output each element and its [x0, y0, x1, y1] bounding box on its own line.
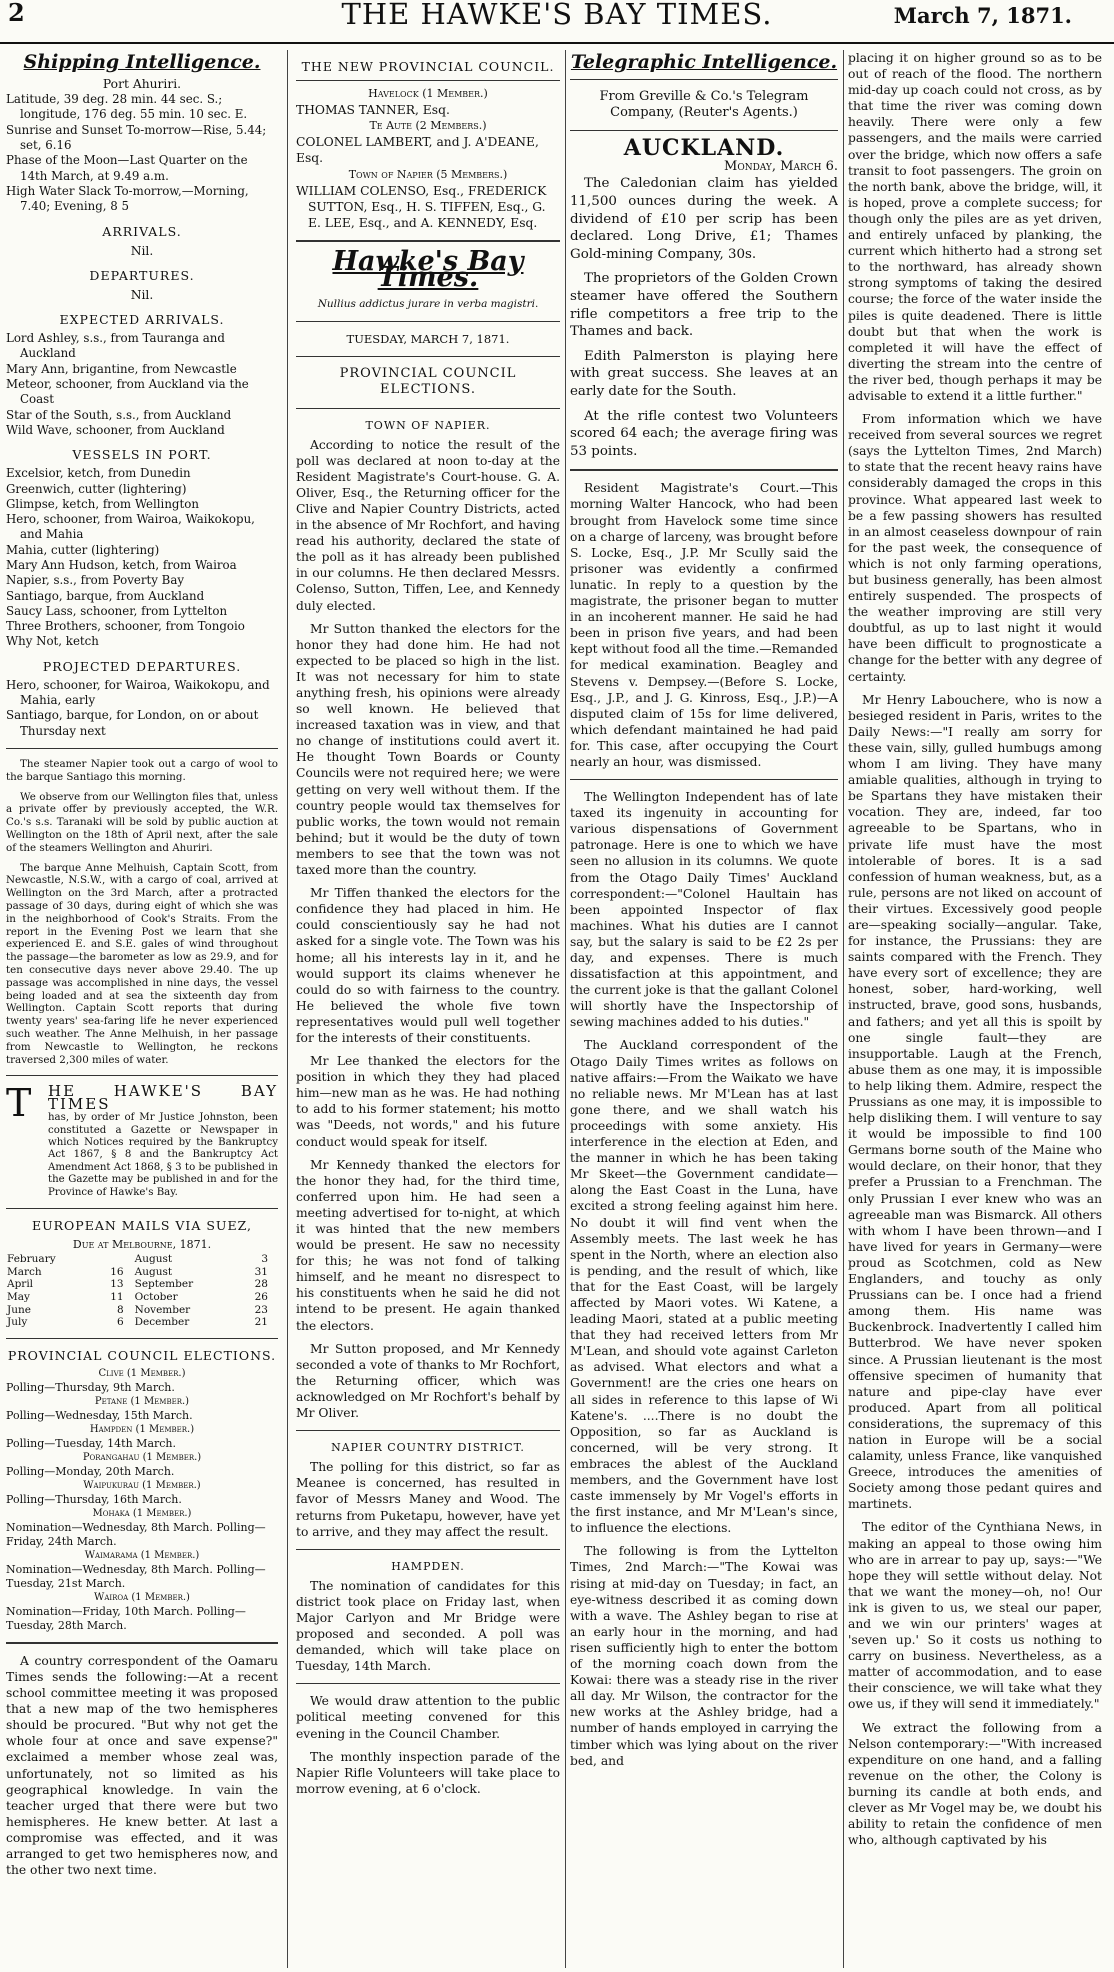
divider [570, 779, 838, 780]
month: September [134, 1278, 194, 1291]
article-cynthiana: The editor of the Cynthiana News, in making an appeal to those owing him who are in arrear to pay up, says:—"We hope they will settle without delay. Not that we want the money—oh, no! Our ink is given to us, we steal our paper, and we win our printers' wages at 'seven up.' So it costs us nothing to carry on business. Nevertheless, as a matter of accommodation, and to ease their conscience, we will take what they owe us, if they will send it immediately." [848, 1520, 1102, 1712]
day: 6 [116, 1316, 124, 1329]
projected-list [6, 678, 278, 739]
divider [296, 1430, 560, 1431]
list-item: Mary Ann Hudson, ketch, from Wairoa [6, 557, 237, 572]
month: November [134, 1303, 191, 1316]
list-item: Hero, schooner, from Wairoa, Waikokopu, and Mahia [6, 512, 255, 542]
day: 26 [254, 1291, 268, 1303]
paragraph: Mr Sutton thanked the electors for the honor they had done him. He had not expected to be placed so high in the list. It was not necessary for him to state anything fresh, his opinions were already so well known. He believed that increased taxation was in view, and that no change of institutions could avert it. He thought Town Boards or County Councils were not required here; we were getting on very well without them. If the country people would tax themselves for public works, the town would not remain behind; but it would be the duty of town members to see that the town was not taxed more than the country. [296, 621, 560, 878]
elections-heading: PROVINCIAL COUNCIL ELECTIONS. [7, 1347, 277, 1363]
page-header [0, 0, 1114, 40]
column-1 [6, 50, 278, 1885]
divider [570, 130, 838, 131]
list-item: Hero, schooner, for Wairoa, Waikokopu, and Mahia, early [6, 677, 270, 708]
paragraph: We would draw attention to the public political meeting convened for this evening in the Council Chamber. [296, 1694, 560, 1741]
shipping-heading: Shipping Intelligence. [23, 51, 261, 73]
district: Wairoa (1 Member.) [94, 1591, 190, 1603]
list-item: Meteor, schooner, from Auckland via the Coast [6, 376, 249, 407]
list-item: Santiago, barque, for London, on or about Thursday next [6, 708, 259, 738]
table-row [6, 1316, 278, 1329]
member-names: WILLIAM COLENSO, Esq., FREDERICK SUTTON, Esq., H. S. TIFFEN, Esq., G. E. LEE, Esq., and A. KENNEDY, Esq. [296, 183, 547, 230]
article-lyttelton: The following is from the Lyttelton Times, 2nd March:—"The Kowai was rising at mid-day on Tuesday; in fact, an eye-witness described it as coming down with a wave. The Ashley began to rise at an early hour in the morning, and had risen sufficiently high to enter the bottom of the morning coach down from the Kowai: there was a steady rise in the river all day. Mr Wilson, the contractor for the new works at the Ashley bridge, had a number of hands employed in carrying the timber which was lying about on the river bed, and [570, 1544, 838, 1768]
article-independent: The Wellington Independent has of late taxed its ingenuity in accounting for various dispensations of Government patronage. Here is one to which we have seen no allusion in its columns. We quote from the Otago Daily Times' Auckland correspondent:—"Colonel Haultain has been appointed Inspector of flax machines. What his duties are I cannot say, but the salary is said to be £2 2s per day, and expenses. There is much dissatisfaction at this appointment, and the current joke is that the gallant Colonel will shortly have the Inspectorship of sewing machines added to his duties." [570, 790, 838, 1030]
month: March [7, 1265, 42, 1278]
month: February [7, 1253, 56, 1266]
divider [6, 1075, 278, 1076]
arrivals-heading: ARRIVALS. [102, 223, 182, 239]
divider [570, 469, 838, 471]
article-napier: The steamer Napier took out a cargo of wool to the barque Santiago this morning. [6, 758, 278, 783]
in-port-list [6, 466, 278, 650]
list-item: Mahia, cutter (lightering) [6, 542, 160, 557]
paragraph: The monthly inspection parade of the Napier Rifle Volunteers will take place to morrow evening, at 6 o'clock. [296, 1749, 560, 1796]
table-row [6, 1304, 278, 1317]
table-row [6, 1291, 278, 1304]
list-item: Wild Wave, schooner, from Auckland [6, 422, 225, 437]
expected-list [6, 331, 278, 438]
article-oamaru: A country correspondent of the Oamaru Times sends the following:—At a recent school committee meeting it was proposed that a new map of the two hemispheres should be procured. "But why not get the whole four at once and save expense?" exclaimed a member whose zeal was, unfortunately, not so limited as his geographical knowledge. In vain the teacher urged that there were but two hemispheres. He knew better. At last a compromise was effected, and it was arranged to get two hemispheres now, and the other two next time. [6, 1653, 278, 1878]
polling-detail: Nomination—Wednesday, 8th March. Polling—Friday, 24th March. [6, 1520, 266, 1548]
district: Waipukurau (1 Member.) [83, 1479, 201, 1491]
notice-title: HE HAWKE'S BAY TIMES [48, 1082, 278, 1113]
polling-detail: Polling—Wednesday, 15th March. [6, 1408, 193, 1422]
month: May [7, 1291, 30, 1303]
hampden-heading: HAMPDEN. [391, 1559, 465, 1573]
article-otago: The Auckland correspondent of the Otago Daily Times writes as follows on native affairs:—From the Waikato we have no reliable news. Mr M'Lean has at last gone there, and we shall watch his proceedings with some anxiety. His interference in the election at Eden, and the manner in which he has been taking Mr Skeet—the Government candidate—along the East Coast in the Luna, have excited a strong feeling against him here. No doubt it will find vent when the Assembly meets. The last week he has spent in the North, where an election also is pending, and the result of which, like that for the East Coast, will be largely affected by Maori votes. Wi Katene, a leading Maori, stated at a public meeting that they had received letters from Mr M'Lean, and should vote against Carleton as advised. What electors and what a Government! are the cries one hears on all sides in reference to this lapse of Wi Katene's. ....There is no doubt the Opposition, so far as Auckland is concerned, will be very strong. It embraces the ablest of the Auckland members, and the Government have lost caste immensely by Mr Vogel's efforts in the first instance, and Mr M'Lean's since, to influence the elections. [570, 1038, 838, 1536]
mails-table [6, 1253, 278, 1329]
divider [6, 748, 278, 749]
table-row [6, 1266, 278, 1279]
list-item: Santiago, barque, from Auckland [6, 588, 205, 603]
article-wellington: We observe from our Wellington files that, unless a private offer by previously accepted, the W.R. Co.'s s.s. Taranaki will be sold by public auction at Wellington on the 18th of April next, after the sale of the steamers Wellington and Ahuriri. [6, 790, 278, 854]
telegram: The Caledonian claim has yielded 11,500 ounces during the week. A dividend of £10 per scrip has been declared. Long Drive, £1; Thames Gold-mining Company, 30s. [570, 176, 838, 262]
month: August [134, 1253, 173, 1266]
day: 21 [254, 1316, 268, 1329]
page-number: 2 [8, 0, 25, 27]
list-item: Saucy Lass, schooner, from Lyttelton [6, 603, 228, 618]
article-court: Resident Magistrate's Court.—This morning Walter Hancock, who had been brought from Havelock some time since on a charge of larceny, was brought before S. Locke, Esq., J.P. Mr Scully said the prisoner was evidently a confirmed lunatic. In reply to a question by the magistrate, the prisoner began to mutter in an incoherent manner. He said he had been in prison five years, and had been kept without food all the time.—Remanded for medical examination. Beagley and Stevens v. Dempsey.—(Before S. Locke, Esq., J.P., and J. G. Kinross, Esq., J.P.)—A disputed claim of 15s for lime delivered, which defendant maintained he had paid for. This case, after occupying the Court nearly an hour, was dismissed. [570, 481, 838, 769]
paragraph: According to notice the result of the poll was declared at noon to-day at the Resident Magistrate's Court-house. G. A. Oliver, Esq., the Returning officer for the Clive and Napier Country Districts, acted in the absence of Mr Rochfort, and having read his authority, declared the state of the poll as it has already been published in our columns. He then declared Messrs. Colenso, Sutton, Tiffen, Lee, and Kennedy duly elected. [296, 437, 560, 613]
list-item: Greenwich, cutter (lightering) [6, 481, 187, 496]
day: 28 [254, 1278, 268, 1291]
telegram-source: From Greville & Co.'s Telegram Company, (Reuter's Agents.) [599, 89, 809, 121]
district: Waimarama (1 Member.) [84, 1549, 200, 1561]
month: April [7, 1278, 34, 1291]
port-info-line: High Water Slack To-morrow,—Morning, 7.40; Evening, 8 5 [6, 183, 249, 214]
article-continued: placing it on higher ground so as to be out of reach of the flood. The northern mid-day up coach could not cross, as by that time the river was coming down heavily. There were only a few passengers, and the mails were carried over the bridge, which now offers a safe transit to foot passengers. The groin on the north bank, above the bridge, will, it is hoped, prove a complete success; for though only the piles are as yet driven, and entirely unfaced by planking, the current which hitherto had a strong set to the northward, has already shown strong symptoms of taking the desired course; the force of the water inside the piles is quite deadened. There is little doubt but that when the work is completed it will have the effect of diverting the stream into the centre of the river bed, though perhaps it may be advisable to extend it a little further." [848, 51, 1102, 403]
list-item: Mary Ann, brigantine, from Newcastle [6, 361, 237, 376]
departures-heading: DEPARTURES. [89, 267, 195, 283]
drop-cap: T [6, 1081, 32, 1126]
article-nelson: We extract the following from a Nelson contemporary:—"With increased expenditure on one hand, and a falling revenue on the other, the Colony is burning its candle at both ends, and clever as Mr Vogel may be, we doubt his ability to retain the confidence of men who, although captivated by his [848, 1720, 1102, 1848]
telegram: At the rifle contest two Volunteers scored 64 each; the average firing was 53 points. [570, 408, 838, 459]
table-row [6, 1253, 278, 1266]
port-info-line: Sunrise and Sunset To-morrow—Rise, 5.44; set, 6.16 [6, 122, 267, 153]
seat: Havelock (1 Member.) [368, 87, 488, 101]
country-heading: NAPIER COUNTRY DISTRICT. [331, 1441, 525, 1455]
list-item: Three Brothers, schooner, from Tongoio [6, 619, 245, 634]
list-item: Why Not, ketch [6, 634, 99, 649]
article-labouchere: Mr Henry Labouchere, who is now a besieged resident in Paris, writes to the Daily News:—"I really am sorry for these vain, silly, gulled humbugs among whom I am living. They have many amiable qualities, although in trying to be Spartans they have mistaken their vocation. They are, indeed, far too agreeable to be Spartans, who in private life must have the most intolerable of bores. It is a sad confession of human weakness, but, as a rule, persons are not liked on account of their virtues. Excessively good people are—speaking socially—angular. Take, for instance, the Prussians: they are saints compared with the French. They have every sort of excellence; they are honest, sober, hard-working, well instructed, brave, good sons, husbands, and fathers; and yet all this is spoilt by one single fault—they are insupportable. Laugh at the French, abuse them as one may, it is impossible to help liking them. Admire, respect the Prussians as one may, it is impossible to help disliking them. I will venture to say it would be impossible to find 100 Germans borne south of the Maine who would declare, on their honor, that they prefer a Prussian to a Frenchman. The only Prussian I ever knew who was an agreeable man was Bismarck. All others with whom I have been thrown—and I have lived for years in Germany—were proud as Scotchmen, cold as New Englanders, and touchy as only Prussians can be. I once had a friend among them. His name was Buckenbrock. Inadvertently I called him Butterbrod. We have never spoken since. A Prussian lieutenant is the most offensive specimen of humanity that nature and pipe-clay have ever produced. Apart from all political considerations, the supremacy of this nation in Europe will be a social calamity, unless France, like vanquished Greece, introduces the amenities of Society among those pedant quires and martinets. [848, 692, 1102, 1512]
expected-heading: EXPECTED ARRIVALS. [59, 311, 225, 327]
polling-detail: Nomination—Wednesday, 8th March. Polling—Tuesday, 21st March. [6, 1562, 266, 1590]
polling-detail: Polling—Monday, 20th March. [6, 1464, 175, 1478]
column-divider [287, 50, 288, 1968]
day: 16 [110, 1265, 124, 1278]
newspaper-title: THE HAWKE'S BAY TIMES. [341, 0, 773, 31]
column-divider [565, 50, 566, 1968]
polling-detail: Polling—Thursday, 9th March. [6, 1380, 175, 1394]
telegraphic-heading: Telegraphic Intelligence. [570, 51, 838, 73]
motto: Nullius addictus jurare in verba magistri. [317, 298, 539, 311]
day: 23 [254, 1303, 268, 1316]
column-3 [570, 50, 838, 1776]
paragraph: The nomination of candidates for this district took place on Friday last, when Major Carlyon and Mr Bridge were proposed and seconded. A poll was demanded, which will take place on Tuesday, 14th March. [296, 1578, 560, 1674]
divider [296, 1683, 560, 1684]
header-rule [0, 42, 1114, 44]
telegram: Edith Palmerston is playing here with great success. She leaves at an early date for the South. [570, 348, 838, 399]
port-name: Port Ahuriri. [102, 77, 182, 92]
port-info-line: Phase of the Moon—Last Quarter on the 14th March, at 9.49 a.m. [6, 153, 248, 183]
paragraph: Mr Kennedy thanked the electors for the honor they had, for the third time, conferred upon him. He had seen a meeting advertised for to-night, at which it was hinted that the new members would be present. He saw no necessity for this; he was not fond of talking himself, and he meant no disrespect to his constituents when he said he did not intend to be present. He again thanked the electors. [296, 1157, 560, 1333]
table-row [6, 1278, 278, 1291]
divider [6, 1208, 278, 1209]
mails-subheading: Due at Melbourne, 1871. [72, 1238, 212, 1252]
day: 31 [254, 1265, 268, 1278]
polling-list [6, 1367, 278, 1633]
arrivals-value: Nil. [130, 243, 154, 258]
projected-heading: PROJECTED DEPARTURES. [42, 658, 242, 674]
district: Petane (1 Member.) [94, 1395, 190, 1407]
paragraph: Mr Lee thanked the electors for the position in which they they had placed him—new man as he was. He had nothing to add to his former statement; his motto was "Deeds, not words," and his future conduct would speak for itself. [296, 1054, 560, 1149]
polling-detail: Nomination—Friday, 10th March. Polling—Tuesday, 28th March. [6, 1604, 246, 1632]
list-item: Glimpse, ketch, from Wellington [6, 496, 199, 511]
mails-heading: EUROPEAN MAILS VIA SUEZ, [31, 1218, 253, 1234]
column-2 [296, 50, 560, 1804]
day: 11 [110, 1291, 124, 1303]
member-names: THOMAS TANNER, Esq. [296, 103, 450, 118]
divider [296, 1549, 560, 1550]
auckland-heading: AUCKLAND. [623, 135, 785, 162]
masthead: Hawke's Bay Times. [332, 245, 524, 294]
district: Porangahau (1 Member.) [82, 1451, 202, 1463]
issue-date: March 7, 1871. [893, 3, 1072, 28]
council-heading: THE NEW PROVINCIAL COUNCIL. [301, 59, 555, 74]
month: December [134, 1316, 190, 1329]
day: 8 [116, 1303, 124, 1316]
paragraph: The polling for this district, so far as Meanee is concerned, has resulted in favor of Messrs Maney and Wood. The returns from Puketapu, however, have yet to arrive, and they may affect the result. [296, 1460, 560, 1539]
town-heading: TOWN OF NAPIER. [365, 418, 491, 432]
seat: Town of Napier (5 Members.) [348, 167, 508, 181]
polling-detail: Polling—Tuesday, 14th March. [6, 1436, 177, 1450]
list-item: Star of the South, s.s., from Auckland [6, 407, 232, 422]
divider [296, 408, 560, 409]
divider [6, 1642, 278, 1644]
column-divider [843, 50, 844, 1968]
article-melhuish: The barque Anne Melhuish, Captain Scott, from Newcastle, N.S.W., with a cargo of coal, arrived at Wellington on the 3rd March, after a protracted passage of 30 days, during eight of which she was in the neighborhood of Cook's Straits. From the report in the Evening Post we learn that she experienced E. and S.E. gales of wind throughout the passage—the barometer as low as 29.9, and for ten consecutive days never above 29.40. The up passage was accomplished in nine days, the vessel being loaded and at sea the sixteenth day from Wellington. Captain Scott reports that during twenty years' sea-faring life he never experienced such weather. The Anne Melhuish, in her passage from Newcastle to Wellington, he reckons traversed 2,300 miles of water. [6, 861, 278, 1066]
gazette-notice [6, 1081, 278, 1199]
day [92, 1253, 133, 1266]
district: Hampden (1 Member.) [89, 1423, 195, 1435]
day: 13 [110, 1278, 124, 1291]
list-item: Lord Ashley, s.s., from Tauranga and Auckland [6, 331, 225, 361]
notice-body: has, by order of Mr Justice Johnston, been constituted a Gazette or Newspaper in which Notices required by the Bankruptcy Act 1867, § 8 and the Bankruptcy Act Amendment Act 1868, § 3 to be published in the Gazette may be published in and for the Province of Hawke's Bay. [48, 1112, 278, 1198]
divider [570, 79, 838, 80]
day: 3 [261, 1253, 268, 1266]
month: June [7, 1303, 31, 1316]
list-item: Napier, s.s., from Poverty Bay [6, 573, 185, 588]
issue-dateline: TUESDAY, MARCH 7, 1871. [346, 332, 510, 347]
district: Mohaka (1 Member.) [92, 1507, 192, 1519]
port-info-line: Latitude, 39 deg. 28 min. 44 sec. S.; longitude, 176 deg. 55 min. 10 sec. E. [6, 92, 248, 122]
departures-value: Nil. [130, 287, 154, 302]
district: Clive (1 Member.) [98, 1367, 186, 1379]
dateline: Monday, March 6. [724, 159, 838, 175]
seat: Te Aute (2 Members.) [369, 119, 487, 133]
telegram: The proprietors of the Golden Crown steamer have offered the Southern rifle competitors a free trip to the Thames and back. [570, 271, 838, 340]
month: October [134, 1291, 178, 1303]
month: August [134, 1265, 173, 1278]
member-names: COLONEL LAMBERT, and J. A'DEANE, Esq. [296, 135, 539, 166]
column-4 [848, 50, 1102, 1855]
paragraph: Mr Sutton proposed, and Mr Kennedy seconded a vote of thanks to Mr Rochfort, the Returning officer, which was acknowledged on Mr Rochfort's behalf by Mr Oliver. [296, 1341, 560, 1421]
divider [296, 240, 560, 242]
divider [296, 356, 560, 357]
month: July [7, 1316, 28, 1329]
elections-heading: PROVINCIAL COUNCIL ELECTIONS. [339, 366, 517, 398]
polling-detail: Polling—Thursday, 16th March. [6, 1492, 182, 1506]
port-info [6, 92, 278, 214]
list-item: Excelsior, ketch, from Dunedin [6, 466, 191, 481]
divider [6, 1338, 278, 1339]
divider [296, 321, 560, 322]
in-port-heading: VESSELS IN PORT. [72, 447, 212, 463]
article-crops: From information which we have received from several sources we regret (says the Lyttelton Times, 2nd March) to state that the recent heavy rains have considerably damaged the crops in this province. What appeared last week to be a few passing showers has resulted in an almost ceaseless downpour of rain for the past week, the consequence of which is not only farming operations, but business generally, has been almost entirely suspended. The prospects of the weather improving are still very doubtful, as up to last night it would have been difficult to prognosticate a change for the better with any degree of certainty. [848, 412, 1102, 684]
paragraph: Mr Tiffen thanked the electors for the confidence they had placed in him. He could conscientiously say he had not asked for a single vote. The Town was his home; all his interests lay in it, and he would support its claims whenever he could do so with fairness to the country. He believed the whole five town representatives would pull well together for the interests of their constituents. [296, 886, 560, 1045]
divider [296, 80, 560, 81]
